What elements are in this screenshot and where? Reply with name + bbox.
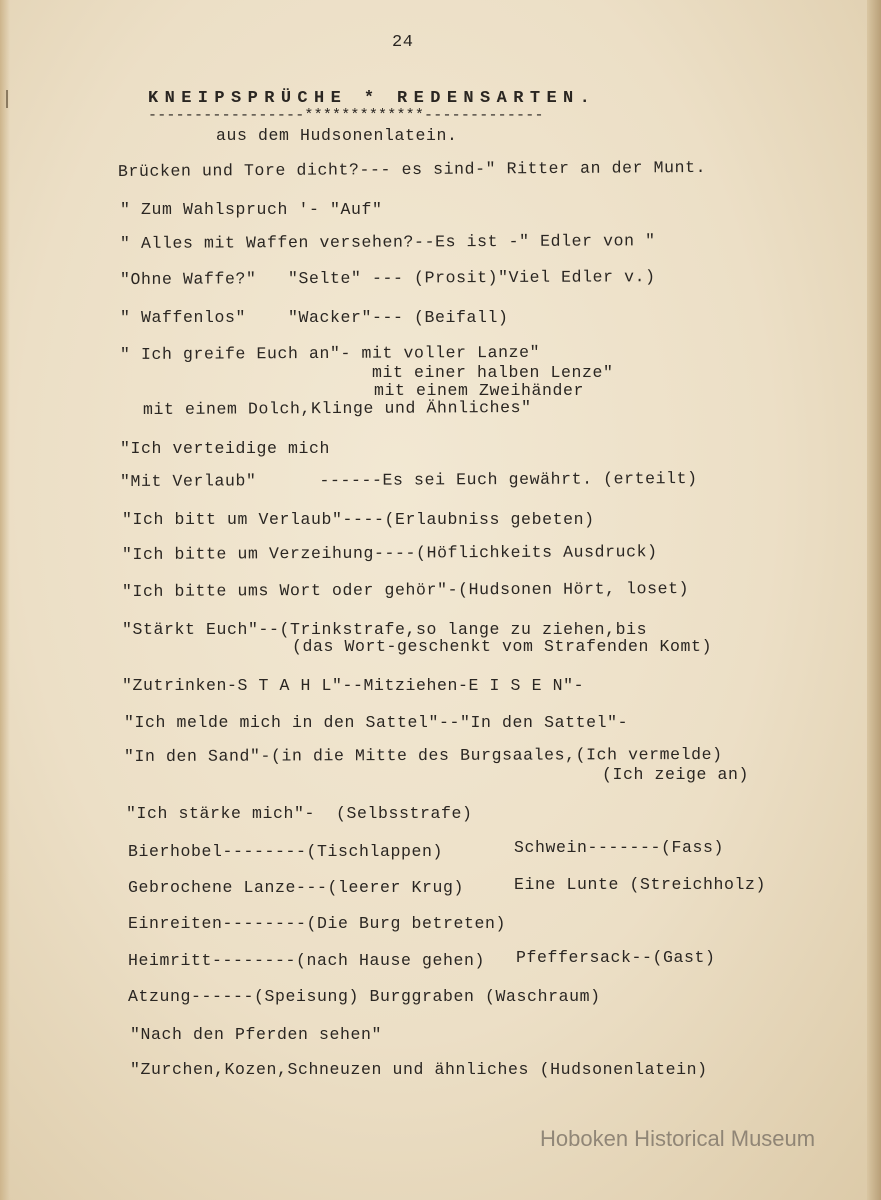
text-line: " Alles mit Waffen versehen?--Es ist -" Edler von " — [119, 231, 656, 253]
text-line: (das Wort-geschenkt vom Strafenden Komt) — [292, 637, 713, 656]
page-edge-left — [0, 0, 10, 1200]
text-line: "Ohne Waffe?" "Selte" --- (Prosit)"Viel Edler v.) — [119, 267, 656, 289]
text-line: "Ich verteidige mich — [120, 439, 331, 458]
text-line: mit einer halben Lenze" — [372, 363, 614, 382]
text-line: Schwein-------(Fass) — [514, 838, 725, 857]
text-line: "Ich bitte ums Wort oder gehör"-(Hudsonen Hört, loset) — [121, 579, 690, 601]
margin-mark — [6, 90, 8, 108]
text-line: Bierhobel--------(Tischlappen) — [128, 842, 444, 861]
text-line: " Waffenlos" "Wacker"--- (Beifall) — [120, 308, 509, 327]
heading-rule: -----------------*************------------- — [148, 107, 544, 124]
text-line: " Zum Wahlspruch '- "Auf" — [120, 200, 383, 219]
text-line: "Ich bitte um Verzeihung----(Höflichkeits Ausdruck) — [121, 542, 658, 564]
text-line: "Zutrinken-S T A H L"--Mitziehen-E I S E N"- — [122, 676, 585, 695]
page-edge-right — [867, 0, 881, 1200]
text-line: "Ich melde mich in den Sattel"--"In den Sattel"- — [124, 713, 629, 732]
text-line: "Ich bitt um Verlaub"----(Erlaubniss gebeten) — [122, 510, 595, 529]
heading: KNEIPSPRÜCHE * REDENSARTEN. — [148, 89, 597, 108]
text-line: "Nach den Pferden sehen" — [130, 1025, 383, 1044]
text-line: (Ich zeige an) — [602, 765, 750, 784]
text-line: Gebrochene Lanze---(leerer Krug) — [128, 878, 465, 897]
text-line: " Ich greife Euch an"- mit voller Lanze" — [119, 342, 541, 364]
page-number: 24 — [392, 33, 414, 52]
text-line: mit einem Dolch,Klinge und Ähnliches" — [142, 397, 532, 419]
text-line: "In den Sand"-(in die Mitte des Burgsaales,(Ich vermelde) — [123, 744, 723, 766]
subheading: aus dem Hudsonenlatein. — [216, 126, 458, 145]
text-line: "Mit Verlaub" ------Es sei Euch gewährt. (erteilt) — [119, 468, 698, 491]
text-line: mit einem Zweihänder — [374, 381, 585, 400]
museum-watermark: Hoboken Historical Museum — [540, 1126, 816, 1151]
text-line: Pfeffersack--(Gast) — [516, 948, 716, 967]
text-line: "Stärkt Euch"--(Trinkstrafe,so lange zu ziehen,bis — [122, 620, 648, 639]
text-line: "Ich stärke mich"- (Selbsstrafe) — [126, 804, 473, 823]
text-line: Einreiten--------(Die Burg betreten) — [128, 914, 507, 933]
text-line: Atzung------(Speisung) Burggraben (Waschraum) — [128, 987, 601, 1006]
text-line: Heimritt--------(nach Hause gehen) — [128, 951, 486, 970]
text-line: "Zurchen,Kozen,Schneuzen und ähnliches (Hudsonenlatein) — [130, 1060, 708, 1079]
text-line: Eine Lunte (Streichholz) — [514, 875, 767, 894]
text-line: Brücken und Tore dicht?--- es sind-" Ritter an der Munt. — [117, 157, 707, 181]
